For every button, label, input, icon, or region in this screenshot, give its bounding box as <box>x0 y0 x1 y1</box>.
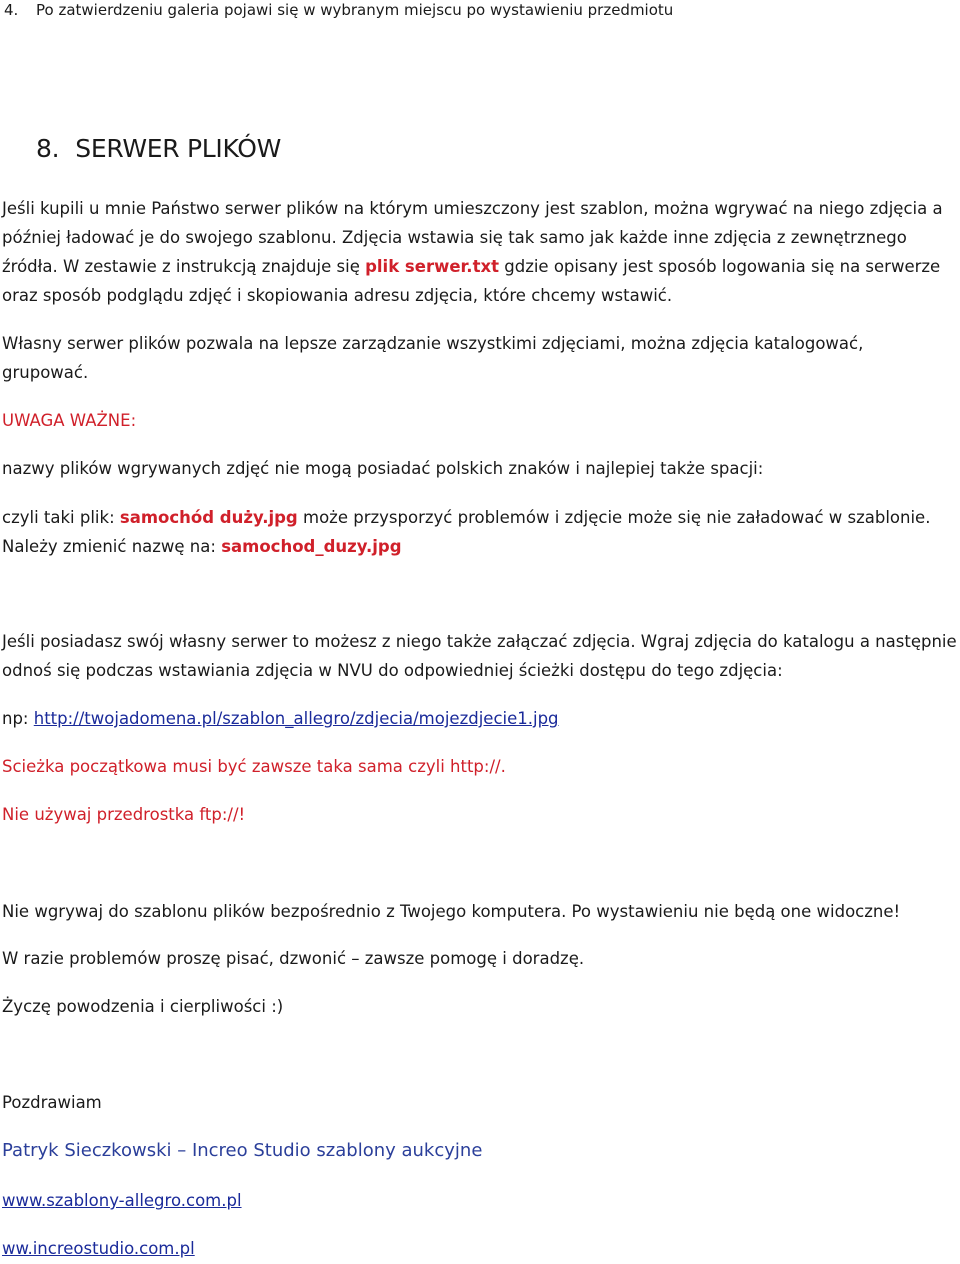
good-filename: samochod_duzy.jpg <box>221 537 402 556</box>
filename-highlight: plik serwer.txt <box>365 257 499 276</box>
paragraph-line <box>2 532 402 561</box>
warning-heading: UWAGA WAŻNE: <box>2 411 137 430</box>
text-span: źródła. W zestawie z instrukcją znajduje się <box>2 257 366 276</box>
bad-filename: samochód duży.jpg <box>119 508 298 527</box>
paragraph-line: później ładować je do swojego szablonu. Zdjęcia wstawia się tak samo jak każde inne zdjęcia z zewnętrznego <box>2 228 907 247</box>
paragraph-line <box>2 252 940 281</box>
paragraph-line: Nie wgrywaj do szablonu plików bezpośrednio z Twojego komputera. Po wystawieniu nie będą one widoczne! <box>2 902 901 921</box>
text-span: czyli taki plik: <box>2 508 120 527</box>
paragraph-line: oraz sposób podglądu zdjęć i skopiowania adresu zdjęcia, które chcemy wstawić. <box>2 286 673 305</box>
paragraph-line: Własny serwer plików pozwala na lepsze zarządzanie wszystkimi zdjęciami, można zdjęcia katalogować, <box>2 334 864 353</box>
paragraph-line: W razie problemów proszę pisać, dzwonić – zawsze pomogę i doradzę. <box>2 949 585 968</box>
section-number: 8. <box>36 134 60 163</box>
paragraph-line: Jeśli posiadasz swój własny serwer to możesz z niego także załączać zdjęcia. Wgraj zdjęcia do katalogu a następnie <box>2 632 957 651</box>
paragraph-line: Jeśli kupili u mnie Państwo serwer plików na którym umieszczony jest szablon, można wgrywać na niego zdjęcia a <box>2 199 943 218</box>
section-heading <box>36 134 281 163</box>
list-number: 4. <box>4 1 19 19</box>
example-url-link[interactable]: http://twojadomena.pl/szablon_allegro/zdjecia/mojezdjecie1.jpg <box>33 709 559 728</box>
link-line <box>2 1186 242 1215</box>
signature: Patryk Sieczkowski – Increo Studio szablony aukcyjne <box>2 1140 483 1161</box>
paragraph-line: nazwy plików wgrywanych zdjęć nie mogą posiadać polskich znaków i najlepiej także spacji: <box>2 459 764 478</box>
text-span: Należy zmienić nazwę na: <box>2 537 222 556</box>
section-title: SERWER PLIKÓW <box>75 134 282 163</box>
closing-greeting: Pozdrawiam <box>2 1093 102 1112</box>
paragraph-line: odnoś się podczas wstawiania zdjęcia w NVU do odpowiedniej ścieżki dostępu do tego zdjęcia: <box>2 661 783 680</box>
website-link[interactable]: ww.increostudio.com.pl <box>2 1239 195 1258</box>
example-prefix: np: <box>2 709 34 728</box>
paragraph-line <box>2 503 930 532</box>
example-line <box>2 704 559 733</box>
list-item-text: Po zatwierdzeniu galeria pojawi się w wybranym miejscu po wystawieniu przedmiotu <box>36 1 674 19</box>
link-line <box>2 1234 195 1263</box>
paragraph-line: grupować. <box>2 363 89 382</box>
website-link[interactable]: www.szablony-allegro.com.pl <box>2 1191 242 1210</box>
red-note: Nie używaj przedrostka ftp://! <box>2 805 246 824</box>
red-note: Scieżka początkowa musi być zawsze taka sama czyli http://. <box>2 757 506 776</box>
paragraph-line: Życzę powodzenia i cierpliwości :) <box>2 997 284 1016</box>
list-item <box>4 0 674 25</box>
text-span: może przysporzyć problemów i zdjęcie może się nie załadować w szablonie. <box>297 508 931 527</box>
text-span: gdzie opisany jest sposób logowania się na serwerze <box>499 257 941 276</box>
